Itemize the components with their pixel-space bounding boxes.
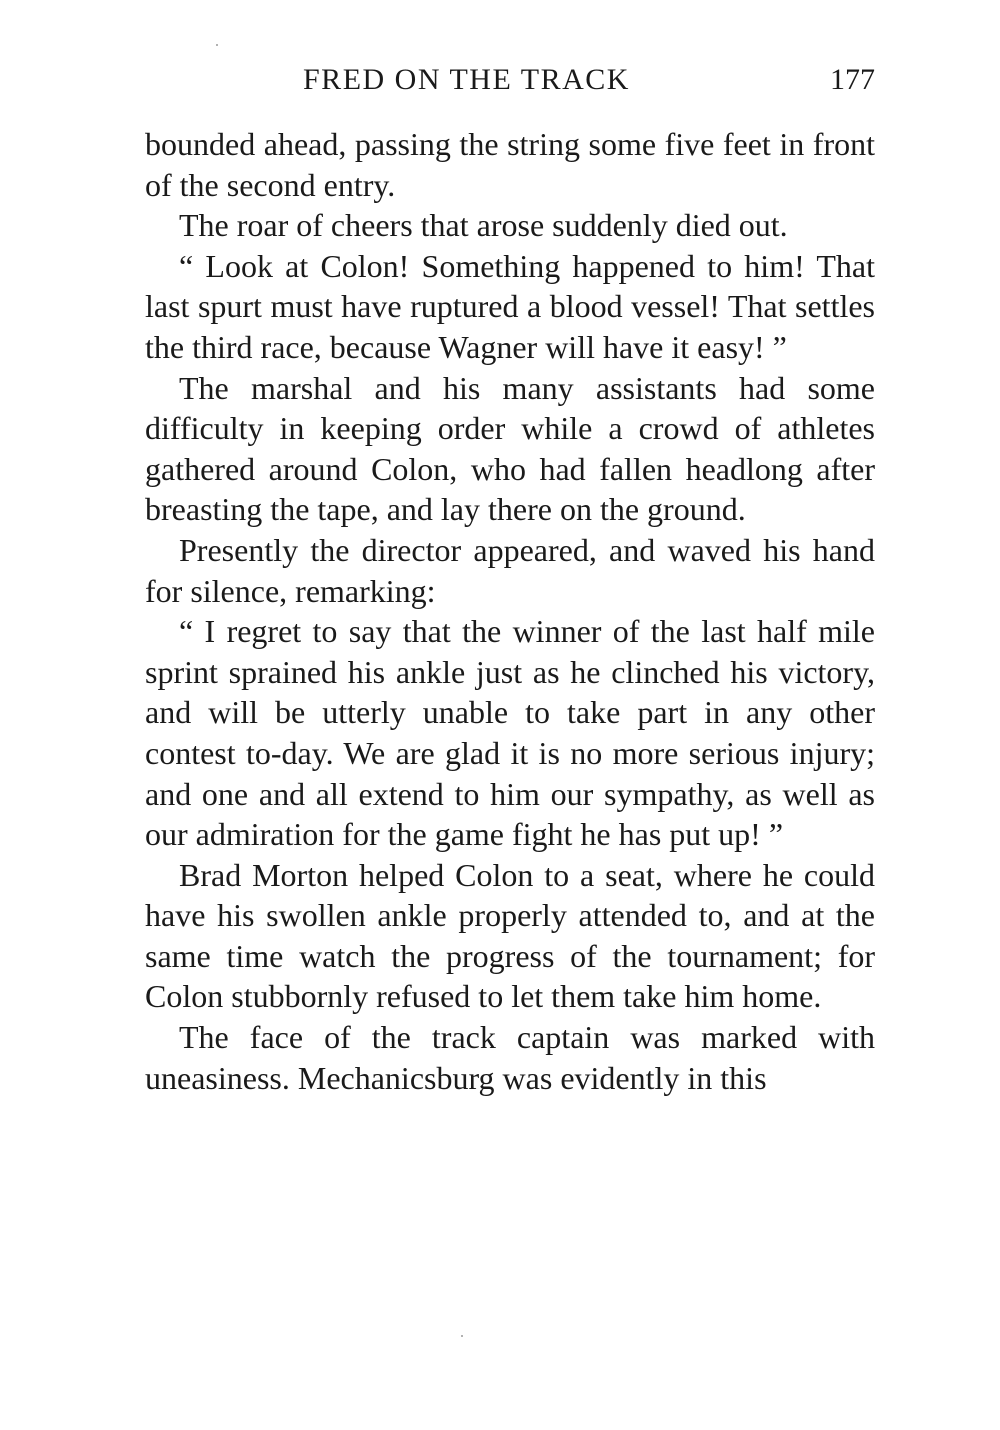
paragraph-8: The face of the track captain was marked with uneasiness. Mechanicsburg was evidently in this (145, 1019, 875, 1096)
paragraph-1: bounded ahead, passing the string some five feet in front of the second entry. (145, 126, 875, 203)
paper-speck (216, 44, 218, 46)
running-head (145, 60, 875, 104)
paragraph-3: “ Look at Colon! Something happened to him! That last spurt must have ruptured a blood vessel! That settles the third race, because Wagner will have it easy! ” (145, 247, 875, 365)
paragraph-6: “ I regret to say that the winner of the last half mile sprint sprained his ankle just as he clinched his victory, and will be utterly unable to take part in any other contest to-day. We are glad it is no more serious injury; and one and all extend to him our sympathy, as well as our admiration for the game fight he has put up! ” (145, 613, 875, 853)
page-number: 177 (830, 63, 875, 96)
paper-speck (461, 1335, 463, 1337)
body-text (145, 124, 875, 1098)
paragraph-7: Brad Morton helped Colon to a seat, where he could have his swollen ankle properly attended to, and at the same time watch the progress of the tournament; for Colon stubbornly refused to let them take him home. (145, 856, 875, 1015)
paragraph-5: Presently the director appeared, and waved his hand for silence, remarking: (145, 531, 875, 609)
running-title: FRED ON THE TRACK (303, 63, 630, 96)
paragraph-4: The marshal and his many assistants had some difficulty in keeping order while a crowd of athletes gathered around Colon, who had fallen headlong after breasting the tape, and lay there on the ground. (145, 369, 875, 528)
paragraph-2: The roar of cheers that arose suddenly died out. (179, 207, 788, 244)
